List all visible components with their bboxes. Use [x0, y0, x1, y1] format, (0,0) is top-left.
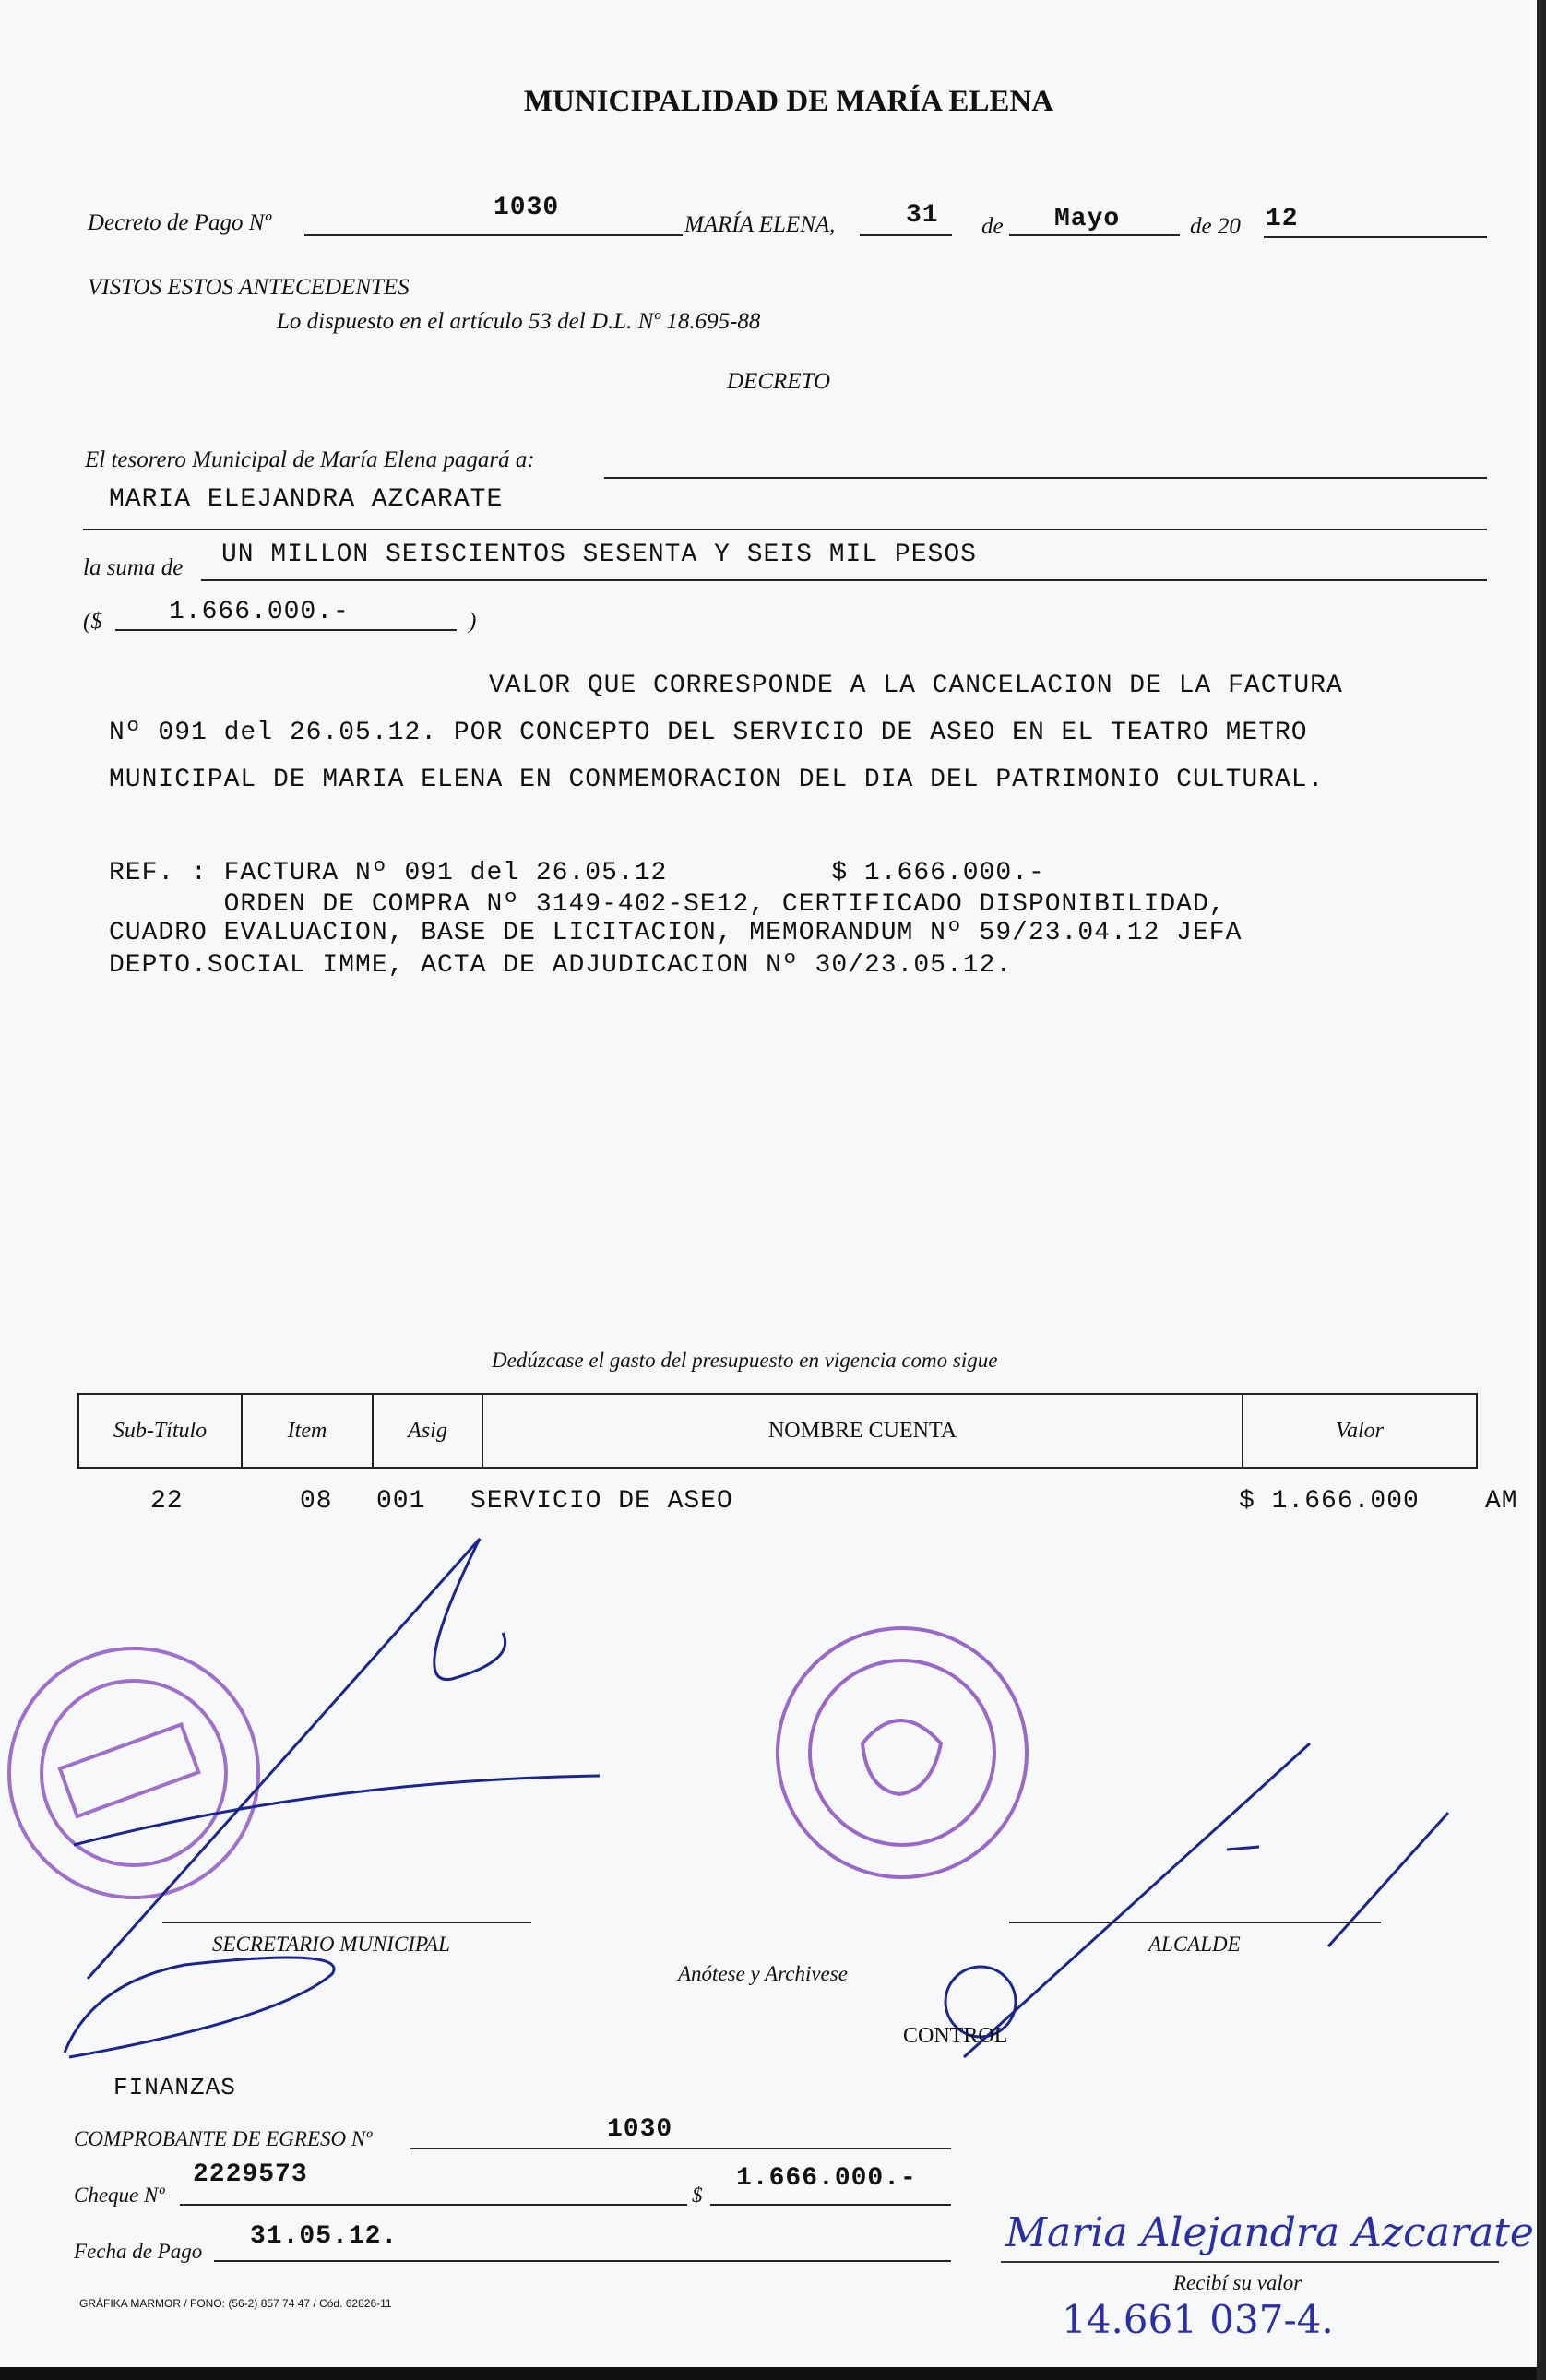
comprobante-number: 1030: [607, 2115, 673, 2144]
decree-number-label: Decreto de Pago Nº: [88, 210, 272, 235]
right-edge: [1537, 0, 1546, 2380]
dollar-sign: $: [692, 2184, 703, 2207]
row-nombre: SERVICIO DE ASEO: [470, 1487, 733, 1516]
body-line: VALOR QUE CORRESPONDE A LA CANCELACION DE LA FACTURA: [489, 672, 1343, 700]
pay-label: El tesorero Municipal de María Elena pagará a:: [85, 447, 535, 472]
header-valor: Valor: [1243, 1394, 1477, 1468]
control-label: CONTROL: [903, 2024, 1008, 2048]
cheque-amount: 1.666.000.-: [736, 2164, 917, 2193]
amount: 1.666.000.-: [169, 598, 350, 626]
stamps-and-signatures: [0, 1522, 1546, 2076]
place-label: MARÍA ELENA,: [684, 212, 836, 237]
secretario-label: SECRETARIO MUNICIPAL: [212, 1933, 450, 1956]
budget-caption: Dedúzcase el gasto del presupuesto en vigencia como sigue: [492, 1349, 998, 1372]
ref-line: CUADRO EVALUACION, BASE DE LICITACION, MEMORANDUM Nº 59/23.04.12 JEFA: [109, 919, 1243, 947]
sum-label: la suma de: [83, 555, 184, 580]
header-asig: Asig: [373, 1394, 482, 1468]
ref-line: DEPTO.SOCIAL IMME, ACTA DE ADJUDICACION Nº 30/23.05.12.: [109, 951, 1013, 980]
de-label: de: [981, 214, 1004, 239]
left-stamp: [9, 1648, 258, 1898]
recibi-label: Recibí su valor: [1173, 2271, 1302, 2294]
row-initials: AM: [1485, 1487, 1518, 1516]
right-stamp: [778, 1628, 1027, 1877]
cheque-number: 2229573: [193, 2160, 308, 2189]
body-line: MUNICIPAL DE MARIA ELENA EN CONMEMORACION DEL DIA DEL PATRIMONIO CULTURAL.: [109, 766, 1325, 794]
printer-info: GRÁFIKA MARMOR / FONO: (56-2) 857 74 47 / Cód. 62826-11: [79, 2297, 392, 2310]
decreto-heading: DECRETO: [727, 369, 831, 394]
recipient-signature: Maria Alejandra Azcarate: [1005, 2209, 1534, 2256]
ref-line: REF. : FACTURA Nº 091 del 26.05.12 $ 1.666.000.-: [109, 859, 1045, 887]
fecha-label: Fecha de Pago: [74, 2240, 203, 2263]
page-title: MUNICIPALIDAD DE MARÍA ELENA: [523, 85, 1054, 118]
decree-day: 31: [906, 201, 939, 230]
budget-table: [77, 1393, 1478, 1469]
decree-month: Mayo: [1054, 205, 1121, 233]
sum-words: UN MILLON SEISCIENTOS SESENTA Y SEIS MIL PESOS: [221, 541, 977, 569]
decree-number: 1030: [494, 194, 560, 222]
row-item: 08: [300, 1487, 333, 1516]
rut-handwritten: 14.661 037-4.: [1062, 2297, 1334, 2342]
header-subtitulo: Sub-Título: [78, 1394, 242, 1468]
header-nombre: NOMBRE CUENTA: [482, 1394, 1243, 1468]
header-item: Item: [242, 1394, 373, 1468]
fecha-value: 31.05.12.: [250, 2222, 398, 2251]
row-asig: 001: [376, 1487, 426, 1516]
dispuesto: Lo dispuesto en el artículo 53 del D.L. Nº 18.695-88: [277, 309, 761, 334]
comprobante-label: COMPROBANTE DE EGRESO Nº: [74, 2127, 373, 2150]
cheque-label: Cheque Nº: [74, 2184, 165, 2207]
finanzas-label: FINANZAS: [113, 2074, 236, 2101]
body-line: Nº 091 del 26.05.12. POR CONCEPTO DEL SERVICIO DE ASEO EN EL TEATRO METRO: [109, 719, 1308, 747]
decree-year: 12: [1266, 205, 1299, 233]
vistos: VISTOS ESTOS ANTECEDENTES: [88, 275, 410, 300]
ref-line: ORDEN DE COMPRA Nº 3149-402-SE12, CERTIFICADO DISPONIBILIDAD,: [109, 890, 1226, 919]
row-valor: $ 1.666.000: [1239, 1487, 1420, 1516]
payee: MARIA ELEJANDRA AZCARATE: [109, 485, 504, 514]
year-label: de 20: [1190, 214, 1241, 239]
anotese-label: Anótese y Archivese: [678, 1962, 848, 1985]
amount-close: ): [469, 609, 477, 634]
amount-open: ($: [83, 609, 102, 634]
row-subtitulo: 22: [150, 1487, 184, 1516]
alcalde-label: ALCALDE: [1148, 1933, 1241, 1956]
bottom-edge: [0, 2367, 1546, 2380]
